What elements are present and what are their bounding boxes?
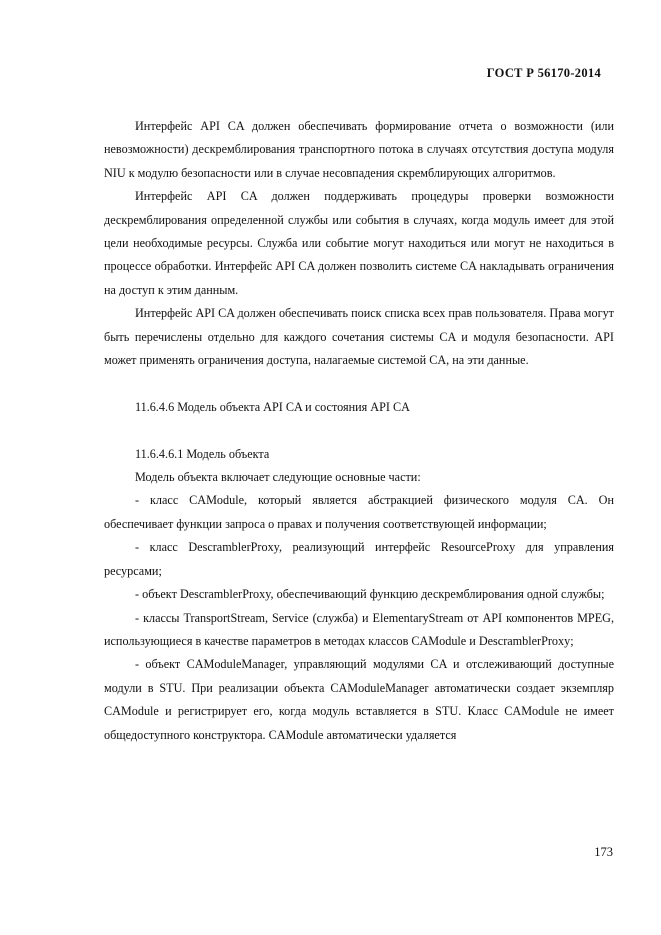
- list-item-descrambler-proxy-object: - объект DescramblerProxy, обеспечивающий функцию дескремблирования одной службы;: [135, 587, 605, 602]
- document-body: [104, 115, 614, 747]
- page-number: 173: [594, 845, 613, 859]
- paragraph-user-rights: Интерфейс API CA должен обеспечивать поиск списка всех прав пользователя. Права могут быть перечислены отдельно для каждого сочетания системы CA и модуля безопасности. API может применять ограничения доступа, налагаемые системой CA, на эти данные.: [104, 306, 614, 368]
- list-item-descrambler-proxy-class: - класс DescramblerProxy, реализующий интерфейс ResourceProxy для управления ресурсами;: [104, 540, 614, 578]
- list-item-camodule-manager: - объект CAModuleManager, управляющий модулями CA и отслеживающий доступные модули в STU. При реализации объекта CAModuleManager автоматически создает экземпляр CAModule и регистрирует его, когда модуль вставляется в STU. Класс CAModule не имеет общедоступного конструктора. CAModule автоматически удаляется: [104, 657, 614, 742]
- spacer: [104, 419, 614, 442]
- paragraph-report: Интерфейс API CA должен обеспечивать формирование отчета о возможности (или невозможности) дескремблирования транспортного потока в случаях отсутствия доступа модуля NIU к модулю безопасности или в случае несовпадения скремблирующих алгоритмов.: [104, 119, 614, 180]
- list-item-camodule: - класс CAModule, который является абстракцией физического модуля CA. Он обеспечивает функции запроса о правах и получения соответствующей информации;: [104, 493, 614, 531]
- paragraph-descrambling-check: Интерфейс API CA должен поддерживать процедуры проверки возможности дескремблирования определенной службы или события в случаях, когда модуль имеет для этой цели необходимые ресурсы. Служба или событие могут находиться или могут не находиться в процессе обработки. Интерфейс API CA должен позволить системе CA накладывать ограничения на доступ к этим данным.: [104, 189, 614, 297]
- list-item-mpeg-classes: - классы TransportStream, Service (служба) и ElementaryStream от API компонентов MPEG, использующиеся в качестве параметров в методах классов CAModule и DescramblerProxy;: [104, 610, 614, 648]
- spacer: [104, 372, 614, 395]
- document-header: ГОСТ Р 56170-2014: [486, 66, 601, 80]
- subsection-heading: 11.6.4.6.1 Модель объекта: [135, 446, 270, 461]
- section-heading: 11.6.4.6 Модель объекта API CA и состояния API CA: [135, 399, 410, 414]
- list-intro: Модель объекта включает следующие основные части:: [135, 470, 421, 485]
